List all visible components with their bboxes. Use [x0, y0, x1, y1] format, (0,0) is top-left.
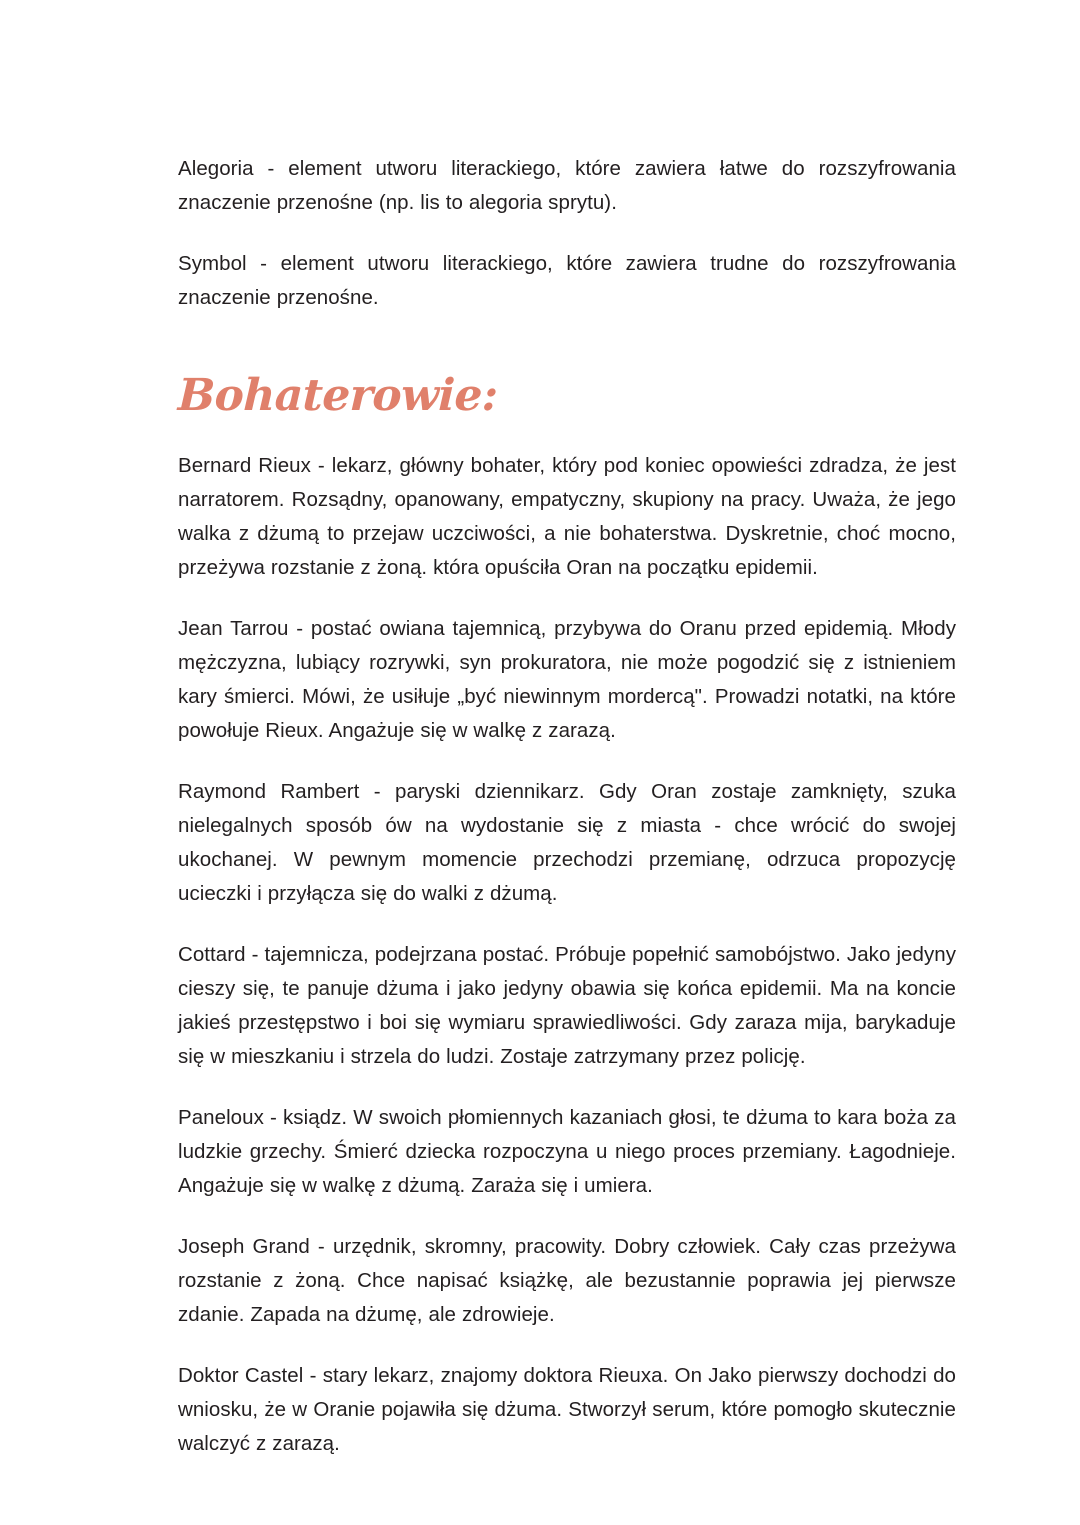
character-jean-tarrou: Jean Tarrou - postać owiana tajemnicą, przybywa do Oranu przed epidemią. Młody mężczyzna, lubiący rozrywki, syn prokuratora, nie może pogodzić się z istnieniem kary śmierci. Mówi, że usiłuje „być niewinnym mordercą". Prowadzi notatki, na które powołuje Rieux. Angażuje się w walkę z zarazą.: [178, 617, 956, 742]
character-raymond-rambert: Raymond Rambert - paryski dziennikarz. Gdy Oran zostaje zamknięty, szuka nielegalnych sposób ów na wydostanie się z miasta - chce wrócić do swojej ukochanej. W pewnym momencie przechodzi przemianę, odrzuca propozycję ucieczki i przyłącza się do walki z dżumą.: [178, 780, 956, 905]
page-title: Bohaterowie:: [177, 370, 499, 421]
definition-alegoria: Alegoria - element utworu literackiego, które zawiera łatwe do rozszyfrowania znaczenie przenośne (np. lis to alegoria sprytu).: [178, 157, 956, 214]
character-joseph-grand: Joseph Grand - urzędnik, skromny, pracowity. Dobry człowiek. Cały czas przeżywa rozstanie z żoną. Chce napisać książkę, ale bezustannie poprawia jej pierwsze zdanie. Zapada na dżumę, ale zdrowieje.: [178, 1235, 956, 1326]
character-cottard: Cottard - tajemnicza, podejrzana postać. Próbuje popełnić samobójstwo. Jako jedyny cieszy się, te panuje dżuma i jako jedyny obawia się końca epidemii. Ma na koncie jakieś przestępstwo i boi się wymiaru sprawiedliwości. Gdy zaraza mija, barykaduje się w mieszkaniu i strzela do ludzi. Zostaje zatrzymany przez policję.: [178, 943, 956, 1068]
character-doktor-castel: Doktor Castel - stary lekarz, znajomy doktora Rieuxa. On Jako pierwszy dochodzi do wniosku, że w Oranie pojawiła się dżuma. Stworzył serum, które pomogło skutecznie walczyć z zarazą.: [178, 1364, 956, 1455]
section-heading-wrapper: [178, 371, 956, 421]
character-paneloux: Paneloux - ksiądz. W swoich płomiennych kazaniach głosi, te dżuma to kara boża za ludzkie grzechy. Śmierć dziecka rozpoczyna u niego proces przemiany. Łagodnieje. Angażuje się w walkę z dżumą. Zaraża się i umiera.: [178, 1106, 956, 1197]
definition-symbol: Symbol - element utworu literackiego, które zawiera trudne do rozszyfrowania znaczenie przenośne.: [178, 252, 956, 309]
document-content: [178, 152, 956, 1461]
character-bernard-rieux: Bernard Rieux - lekarz, główny bohater, który pod koniec opowieści zdradza, że jest narratorem. Rozsądny, opanowany, empatyczny, skupiony na pracy. Uważa, że jego walka z dżumą to przejaw uczciwości, a nie bohaterstwa. Dyskretnie, choć mocno, przeżywa rozstanie z żoną. która opuściła Oran na początku epidemii.: [178, 454, 956, 579]
